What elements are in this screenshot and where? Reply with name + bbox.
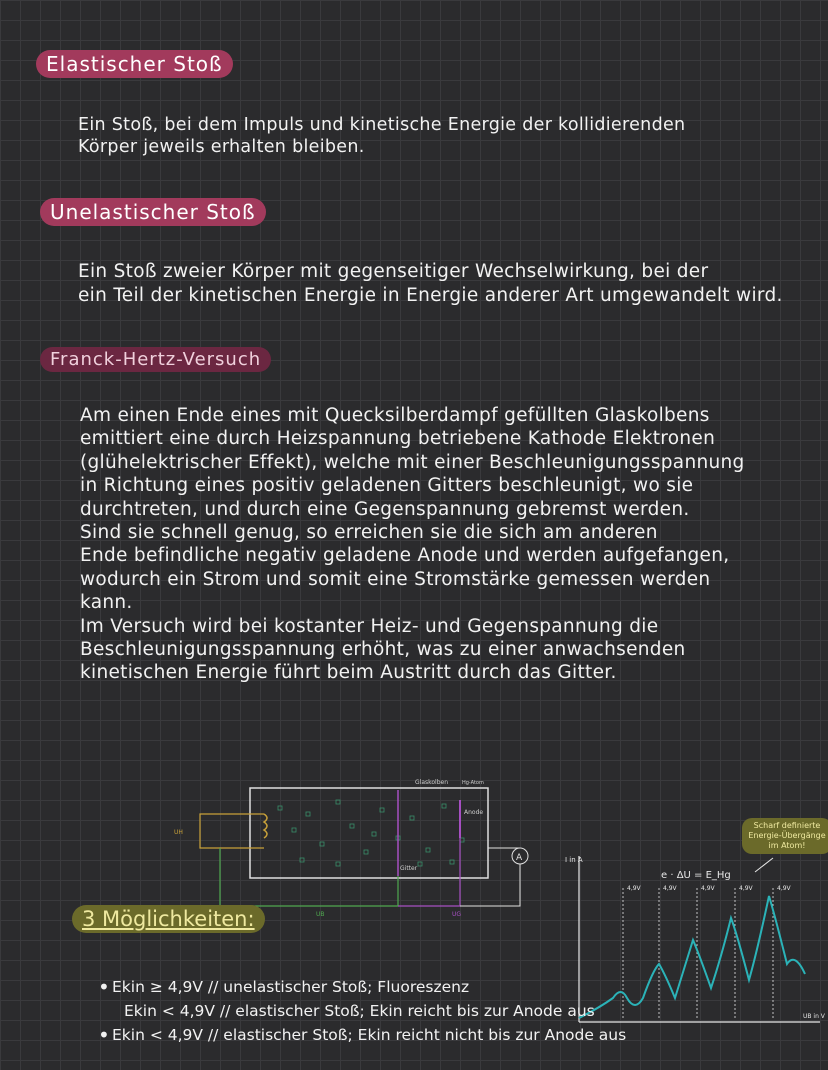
ammeter-label: A xyxy=(516,853,523,863)
possibility-item: • Ekin ≥ 4,9V // unelastischer Stoß; Fluoreszenz xyxy=(112,975,626,999)
note-arrow xyxy=(755,858,773,872)
graph-xlabel: UB in V xyxy=(803,1013,825,1020)
uh-label: UH xyxy=(174,829,183,836)
spacing-label: 4,9V xyxy=(627,885,641,892)
graph-formula: e · ΔU = E_Hg xyxy=(661,870,731,881)
spacing-label: 4,9V xyxy=(701,885,715,892)
ug-label: UG xyxy=(452,911,462,918)
spacing-label: 4,9V xyxy=(739,885,753,892)
possibility-item: • Ekin < 4,9V // elastischer Stoß; Ekin reicht nicht bis zur Anode aus xyxy=(112,1023,626,1047)
heading-franck-hertz: Franck-Hertz-Versuch xyxy=(40,347,271,372)
possibility-item: Ekin < 4,9V // elastischer Stoß; Ekin reicht bis zur Anode aus xyxy=(124,1002,595,1020)
definition-unelastischer-stoss: Ein Stoß zweier Körper mit gegenseitiger Wechselwirkung, bei der ein Teil der kinetischen Energie in Energie anderer Art umgewandelt wird. xyxy=(78,261,783,306)
mercury-atoms xyxy=(278,800,464,866)
description-franck-hertz: Am einen Ende eines mit Quecksilberdampf gefüllten Glaskolbens emittiert eine durch Heizspannung betriebene Kathode Elektronen (glühelektrischer Effekt), welche mit einer Beschleunigungsspannung in Richtung eines positiv geladenen Gitters beschleunigt, wo sie durchtreten, und durch eine Gegenspannung gebremst werden. Sind sie schnell genug, so erreichen sie die sich am anderen Ende befindliche negativ geladene Anode und werden aufgefangen, wodurch ein Strom und somit eine Stromstärke gemessen werden kann. Im Versuch wird bei kostanter Heiz- und Gegenspannung die Beschleunigungsspannung erhöht, was zu einer anwachsenden kinetischen Energie führt beim Austritt durch das Gitter. xyxy=(80,405,745,684)
anode-label: Anode xyxy=(464,809,484,816)
gitter-label: Gitter xyxy=(400,865,418,872)
ub-label: UB xyxy=(316,911,325,918)
possibilities-list xyxy=(112,975,626,1047)
glass-tube xyxy=(250,788,488,878)
graph-note: Scharf definierte Energie-Übergänge im Atom! xyxy=(742,818,828,854)
heater-circuit xyxy=(200,814,264,848)
hg-atom-label: Hg-Atom xyxy=(462,780,484,786)
cathode-coil xyxy=(264,814,267,838)
heading-unelastischer-stoss: Unelastischer Stoß xyxy=(40,198,266,226)
franck-hertz-apparatus-diagram xyxy=(160,778,560,918)
ammeter-wire xyxy=(460,848,520,906)
definition-elastischer-stoss: Ein Stoß, bei dem Impuls und kinetische Energie der kollidierenden Körper jeweils erhalten bleiben. xyxy=(78,115,686,157)
spacing-label: 4,9V xyxy=(663,885,677,892)
graph-ylabel: I in A xyxy=(565,856,583,864)
heading-elastischer-stoss: Elastischer Stoß xyxy=(36,50,233,78)
heading-3-moeglichkeiten: 3 Möglichkeiten: xyxy=(72,905,265,933)
spacing-label: 4,9V xyxy=(777,885,791,892)
accelerating-circuit xyxy=(220,848,398,906)
glaskolben-label: Glaskolben xyxy=(415,779,449,786)
